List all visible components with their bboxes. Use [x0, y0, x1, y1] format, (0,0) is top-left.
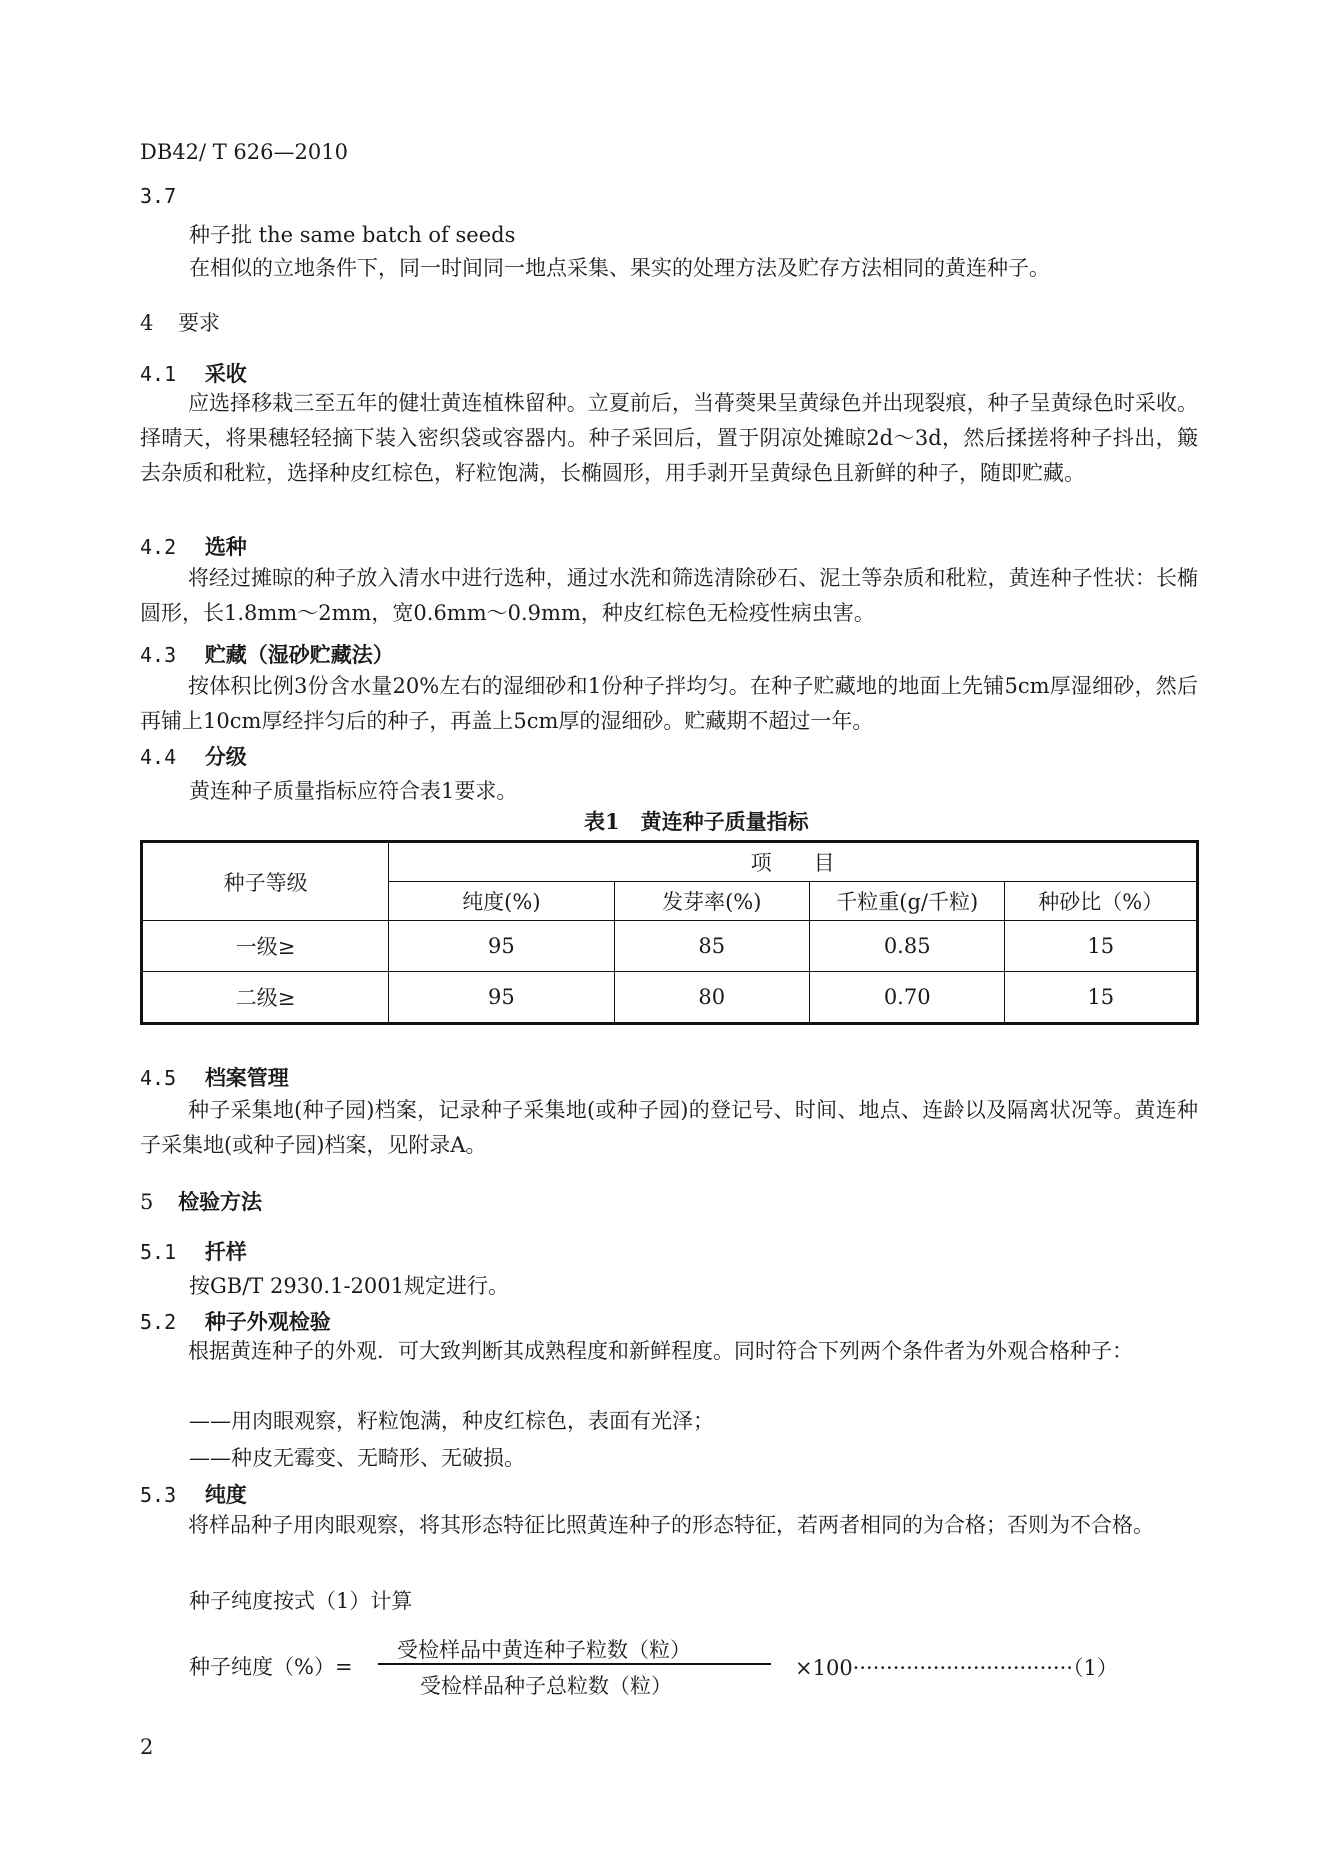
section-5-1-text: 按GB/T 2930.1-2001规定进行。 [189, 1274, 509, 1298]
section-5-number: 5 [140, 1190, 154, 1214]
section-5-heading [140, 1186, 262, 1216]
quality-table [140, 840, 1199, 1025]
formula-tail: ×100·································（1） [795, 1656, 1118, 1680]
section-4-2-number: 4.2 [140, 535, 177, 559]
table-cell: 95 [389, 921, 614, 972]
list-item: ——种皮无霉变、无畸形、无破损。 [189, 1446, 525, 1470]
col-header-germination: 发芽率(%) [614, 882, 809, 921]
term-seed-batch [189, 219, 515, 249]
section-4-4-text: 黄连种子质量指标应符合表1要求。 [189, 779, 518, 803]
table-title: 表1 黄连种子质量指标 [584, 809, 809, 834]
section-5-3-heading [140, 1479, 247, 1509]
formula-numerator: 受检样品中黄连种子粒数（粒） [397, 1638, 691, 1662]
section-5-1-heading [140, 1236, 247, 1266]
section-5-3-text2: 种子纯度按式（1）计算 [189, 1589, 413, 1613]
section-4-3-title: 贮藏（湿砂贮藏法） [204, 642, 394, 667]
grade-cell: 一级≥ [142, 921, 389, 972]
section-4-5-title: 档案管理 [204, 1065, 289, 1090]
section-3-7-number: 3.7 [140, 184, 177, 208]
section-4-4-title: 分级 [204, 744, 247, 769]
section-5-2-heading [140, 1306, 331, 1336]
section-4-number: 4 [140, 311, 154, 335]
section-4-5-heading [140, 1062, 289, 1092]
section-4-3-heading [140, 639, 394, 669]
list-item: ——用肉眼观察，籽粒饱满，种皮红棕色，表面有光泽； [189, 1409, 714, 1433]
term-definition: 在相似的立地条件下，同一时间同一地点采集、果实的处理方法及贮存方法相同的黄连种子。 [189, 256, 1050, 280]
section-4-2-heading [140, 531, 247, 561]
section-5-2-text: 根据黄连种子的外观．可大致判断其成熟程度和新鲜程度。同时符合下列两个条件者为外观合格种子： [188, 1339, 1133, 1363]
table-cell: 15 [1005, 921, 1198, 972]
table-cell: 85 [614, 921, 809, 972]
table-cell: 0.85 [809, 921, 1004, 972]
doc-code: DB42/ T 626—2010 [140, 140, 348, 164]
formula-denominator: 受检样品种子总粒数（粒） [420, 1674, 672, 1698]
table-cell: 15 [1005, 972, 1198, 1024]
section-5-3-text: 将样品种子用肉眼观察，将其形态特征比照黄连种子的形态特征，若两者相同的为合格；否则为不合格。 [188, 1513, 1154, 1537]
section-4-1-title: 采收 [204, 361, 247, 386]
section-4-title: 要求 [178, 311, 221, 335]
section-5-3-title: 纯度 [204, 1482, 247, 1507]
section-4-5-number: 4.5 [140, 1066, 177, 1090]
section-4-1-text: 应选择移栽三至五年的健壮黄连植株留种。立夏前后，当蓇葖果呈黄绿色并出现裂痕，种子呈黄绿色时采收。择晴天，将果穗轻轻摘下装入密织袋或容器内。种子采回后，置于阴凉处摊晾2d～3d，然后揉搓将种子抖出，簸去杂质和秕粒，选择种皮红棕色，籽粒饱满，长椭圆形，用手剥开呈黄绿色且新鲜的种子，随即贮藏。 [140, 391, 1198, 485]
section-4-1-number: 4.1 [140, 362, 177, 386]
section-5-2-number: 5.2 [140, 1310, 177, 1334]
section-4-2-text: 将经过摊晾的种子放入清水中进行选种，通过水洗和筛选清除砂石、泥土等杂质和秕粒，黄连种子性状：长椭圆形，长1.8mm～2mm，宽0.6mm～0.9mm，种皮红棕色无检疫性病虫害。 [140, 566, 1198, 625]
section-4-3-number: 4.3 [140, 643, 177, 667]
col-header-seed-sand-ratio: 种砂比（%） [1005, 882, 1198, 921]
section-5-1-title: 扦样 [204, 1239, 247, 1264]
table-row [142, 921, 1198, 972]
term-text: 种子批 the same batch of seeds [189, 223, 516, 247]
formula-label: 种子纯度（%）= [189, 1655, 353, 1679]
table-cell: 80 [614, 972, 809, 1024]
section-4-3-text: 按体积比例3份含水量20%左右的湿细砂和1份种子拌均匀。在种子贮藏地的地面上先铺5cm厚湿细砂，然后再铺上10cm厚经拌匀后的种子，再盖上5cm厚的湿细砂。贮藏期不超过一年。 [140, 674, 1198, 733]
section-4-4-number: 4.4 [140, 745, 177, 769]
table-cell: 95 [389, 972, 614, 1024]
group-header-items: 项 目 [389, 842, 1198, 882]
section-4-5-text: 种子采集地(种子园)档案，记录种子采集地(或种子园)的登记号、时间、地点、连龄以及隔离状况等。黄连种子采集地(或种子园)档案，见附录A。 [140, 1098, 1198, 1157]
section-4-1-heading [140, 358, 247, 388]
section-5-title: 检验方法 [178, 1189, 263, 1214]
col-header-purity: 纯度(%) [389, 882, 614, 921]
section-4-4-heading [140, 741, 247, 771]
section-4-2-title: 选种 [204, 534, 247, 559]
table-row [142, 972, 1198, 1024]
section-5-1-number: 5.1 [140, 1240, 177, 1264]
fraction-line [378, 1663, 771, 1665]
grade-cell: 二级≥ [142, 972, 389, 1024]
row-header-grade: 种子等级 [142, 842, 389, 921]
section-5-3-number: 5.3 [140, 1483, 177, 1507]
section-5-2-title: 种子外观检验 [204, 1309, 331, 1334]
table-cell: 0.70 [809, 972, 1004, 1024]
section-4-heading [140, 307, 220, 337]
page-number: 2 [140, 1735, 154, 1759]
col-header-thousand-weight: 千粒重(g/千粒) [809, 882, 1004, 921]
